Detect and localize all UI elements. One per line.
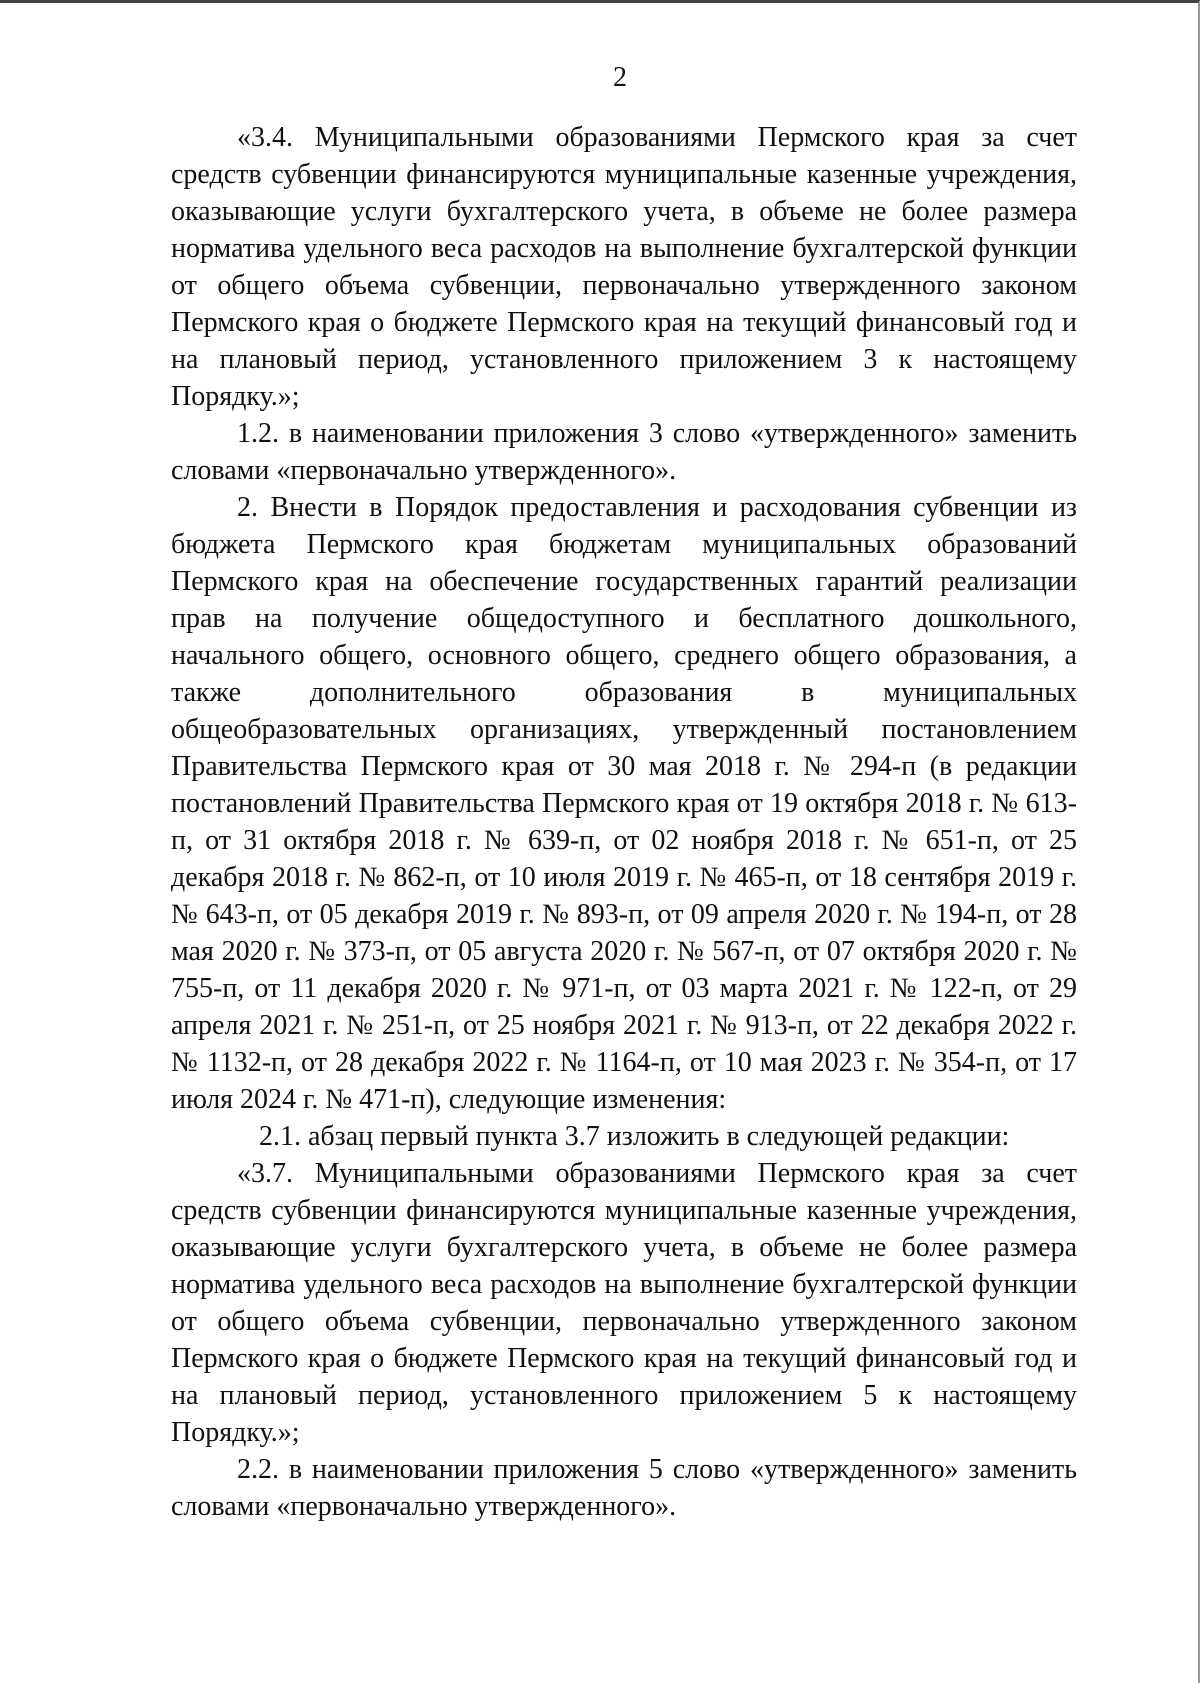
document-body <box>171 119 1077 1525</box>
page-number: 2 <box>613 62 627 93</box>
paragraph-1-2: 1.2. в наименовании приложения 3 слово «утвержденного» заменить словами «первоначально утвержденного». <box>171 418 1077 486</box>
paragraph-2-2: 2.2. в наименовании приложения 5 слово «утвержденного» заменить словами «первоначально утвержденного». <box>171 1454 1077 1522</box>
paragraph-3-4: «3.4. Муниципальными образованиями Пермского края за счет средств субвенции финансируются муниципальные казенные учреждения, оказывающие услуги бухгалтерского учета, в объеме не более размера норматива удельного веса расходов на выполнение бухгалтерской функции от общего объема субвенции, первоначально утвержденного законом Пермского края о бюджете Пермского края на текущий финансовый год и на плановый период, установленного приложением 3 к настоящему Порядку.»; <box>171 122 1077 412</box>
paragraph-2-1: 2.1. абзац первый пункта 3.7 изложить в следующей редакции: <box>259 1121 1010 1152</box>
paragraph-3-7: «3.7. Муниципальными образованиями Пермского края за счет средств субвенции финансируются муниципальные казенные учреждения, оказывающие услуги бухгалтерского учета, в объеме не более размера норматива удельного веса расходов на выполнение бухгалтерской функции от общего объема субвенции, первоначально утвержденного законом Пермского края о бюджете Пермского края на текущий финансовый год и на плановый период, установленного приложением 5 к настоящему Порядку.»; <box>171 1158 1077 1448</box>
paragraph-2: 2. Внести в Порядок предоставления и расходования субвенции из бюджета Пермского края бюджетам муниципальных образований Пермского края на обеспечение государственных гарантий реализации прав на получение общедоступного и бесплатного дошкольного, начального общего, основного общего, среднего общего образования, а также дополнительного образования в муниципальных общеобразовательных организациях, утвержденный постановлением Правительства Пермского края от 30 мая 2018 г. № 294-п (в редакции постановлений Правительства Пермского края от 19 октября 2018 г. № 613-п, от 31 октября 2018 г. № 639-п, от 02 ноября 2018 г. № 651-п, от 25 декабря 2018 г. № 862-п, от 10 июля 2019 г. № 465-п, от 18 сентября 2019 г. № 643-п, от 05 декабря 2019 г. № 893-п, от 09 апреля 2020 г. № 194-п, от 28 мая 2020 г. № 373-п, от 05 августа 2020 г. № 567-п, от 07 октября 2020 г. № 755-п, от 11 декабря 2020 г. № 971-п, от 03 марта 2021 г. № 122-п, от 29 апреля 2021 г. № 251-п, от 25 ноября 2021 г. № 913-п, от 22 декабря 2022 г. № 1132-п, от 28 декабря 2022 г. № 1164-п, от 10 мая 2023 г. № 354-п, от 17 июля 2024 г. № 471-п), следующие изменения: <box>171 492 1077 1115</box>
